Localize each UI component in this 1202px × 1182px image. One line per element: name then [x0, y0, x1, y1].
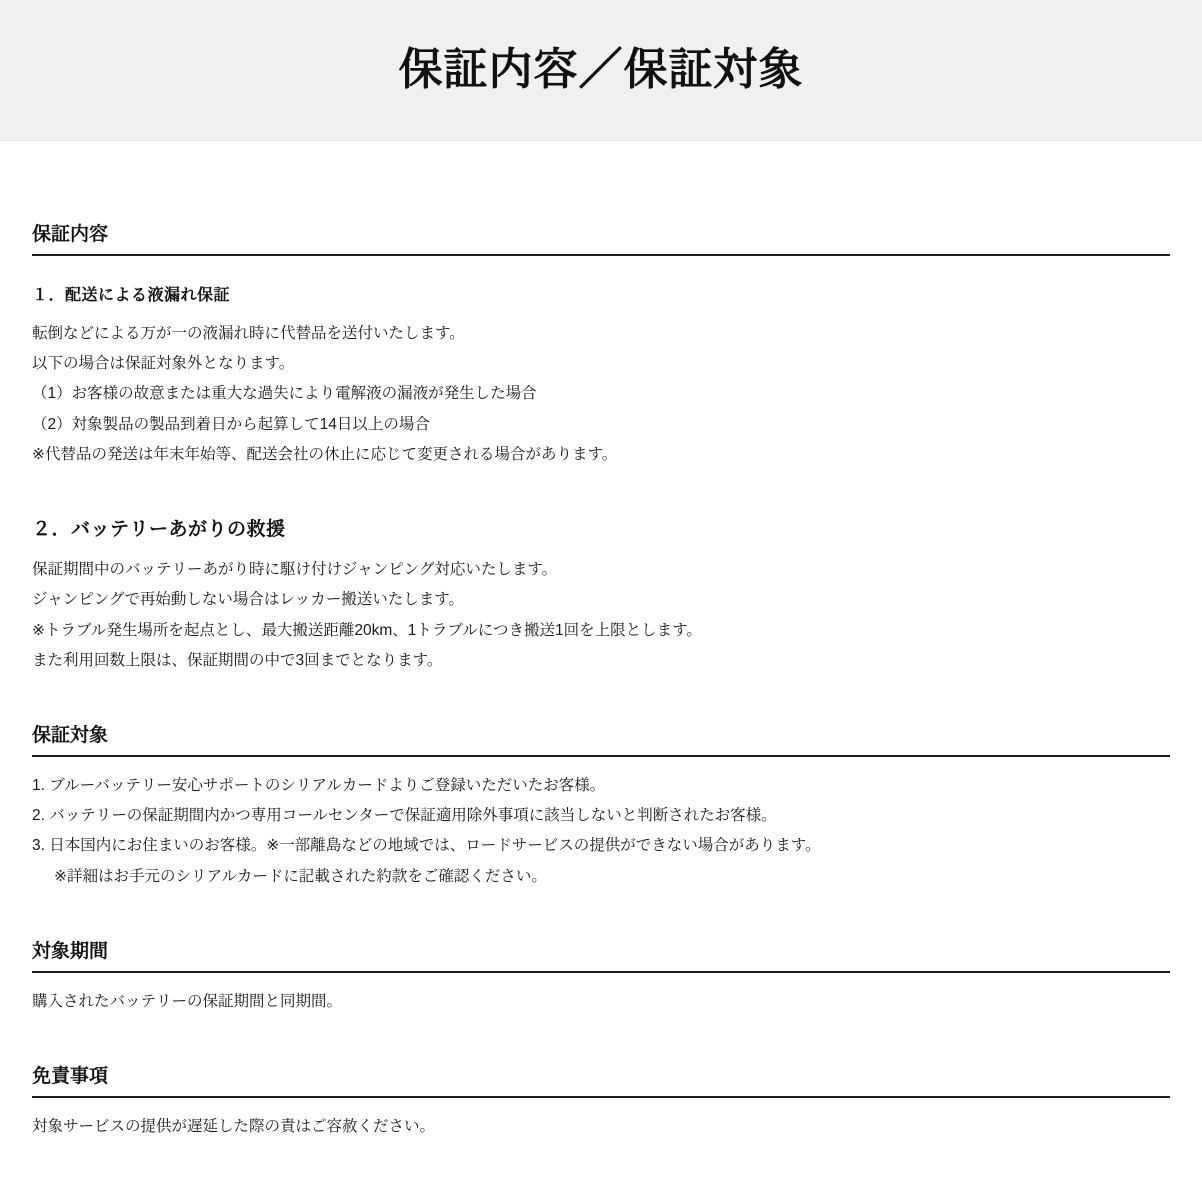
- section-warranty-target: [32, 720, 1170, 892]
- paragraph-group-battery-rescue: [32, 555, 1170, 676]
- paragraph-group-target-period: [32, 987, 1170, 1017]
- section-target-period: [32, 936, 1170, 1017]
- paragraph-line: （2）対象製品の製品到着日から起算して14日以上の場合: [32, 415, 430, 433]
- paragraph-line: 対象サービスの提供が遅延した際の責はご容赦ください。: [32, 1118, 436, 1136]
- page-title: 保証内容／保証対象: [398, 44, 804, 94]
- page-header-banner: [0, 0, 1202, 141]
- subheading-battery-rescue: ２．バッテリーあがりの救援: [32, 519, 286, 541]
- paragraph-line: また利用回数上限は、保証期間の中で3回までとなります。: [32, 651, 443, 669]
- paragraph-line: 以下の場合は保証対象外となります。: [32, 355, 295, 373]
- list-item-note: ※詳細はお手元のシリアルカードに記載された約款をご確認ください。: [54, 867, 547, 885]
- list-item: 3. 日本国内にお住まいのお客様。※一部離島などの地域では、ロードサービスの提供ができない場合があります。: [32, 837, 821, 855]
- page-content: [0, 219, 1202, 1182]
- section-heading-disclaimer: 免責事項: [32, 1061, 1170, 1098]
- paragraph-group-leak-warranty: [32, 319, 1170, 470]
- paragraph-line: （1）お客様の故意または重大な過失により電解液の漏液が発生した場合: [32, 385, 537, 403]
- section-disclaimer: [32, 1061, 1170, 1142]
- subheading-leak-warranty: １．配送による液漏れ保証: [32, 287, 231, 304]
- section-heading-warranty-content: 保証内容: [32, 219, 1170, 256]
- section-warranty-content: [32, 219, 1170, 676]
- section-heading-warranty-target: 保証対象: [32, 720, 1170, 757]
- bottom-spacer: [32, 1142, 1170, 1182]
- paragraph-line: 保証期間中のバッテリーあがり時に駆け付けジャンピング対応いたします。: [32, 561, 558, 579]
- warranty-target-list: [32, 771, 1170, 892]
- section-heading-target-period: 対象期間: [32, 936, 1170, 973]
- paragraph-line: ※代替品の発送は年末年始等、配送会社の休止に応じて変更される場合があります。: [32, 445, 618, 463]
- paragraph-line: 転倒などによる万が一の液漏れ時に代替品を送付いたします。: [32, 325, 465, 342]
- paragraph-line: ジャンピングで再始動しない場合はレッカー搬送いたします。: [32, 591, 464, 609]
- list-item: 2. バッテリーの保証期間内かつ専用コールセンターで保証適用除外事項に該当しないと判断されたお客様。: [32, 807, 777, 825]
- list-item: 1. ブルーバッテリー安心サポートのシリアルカードよりご登録いただいたお客様。: [32, 776, 606, 794]
- paragraph-line: 購入されたバッテリーの保証期間と同期間。: [32, 992, 343, 1010]
- paragraph-group-disclaimer: [32, 1112, 1170, 1142]
- paragraph-line: ※トラブル発生場所を起点とし、最大搬送距離20km、1トラブルにつき搬送1回を上限とします。: [32, 621, 702, 639]
